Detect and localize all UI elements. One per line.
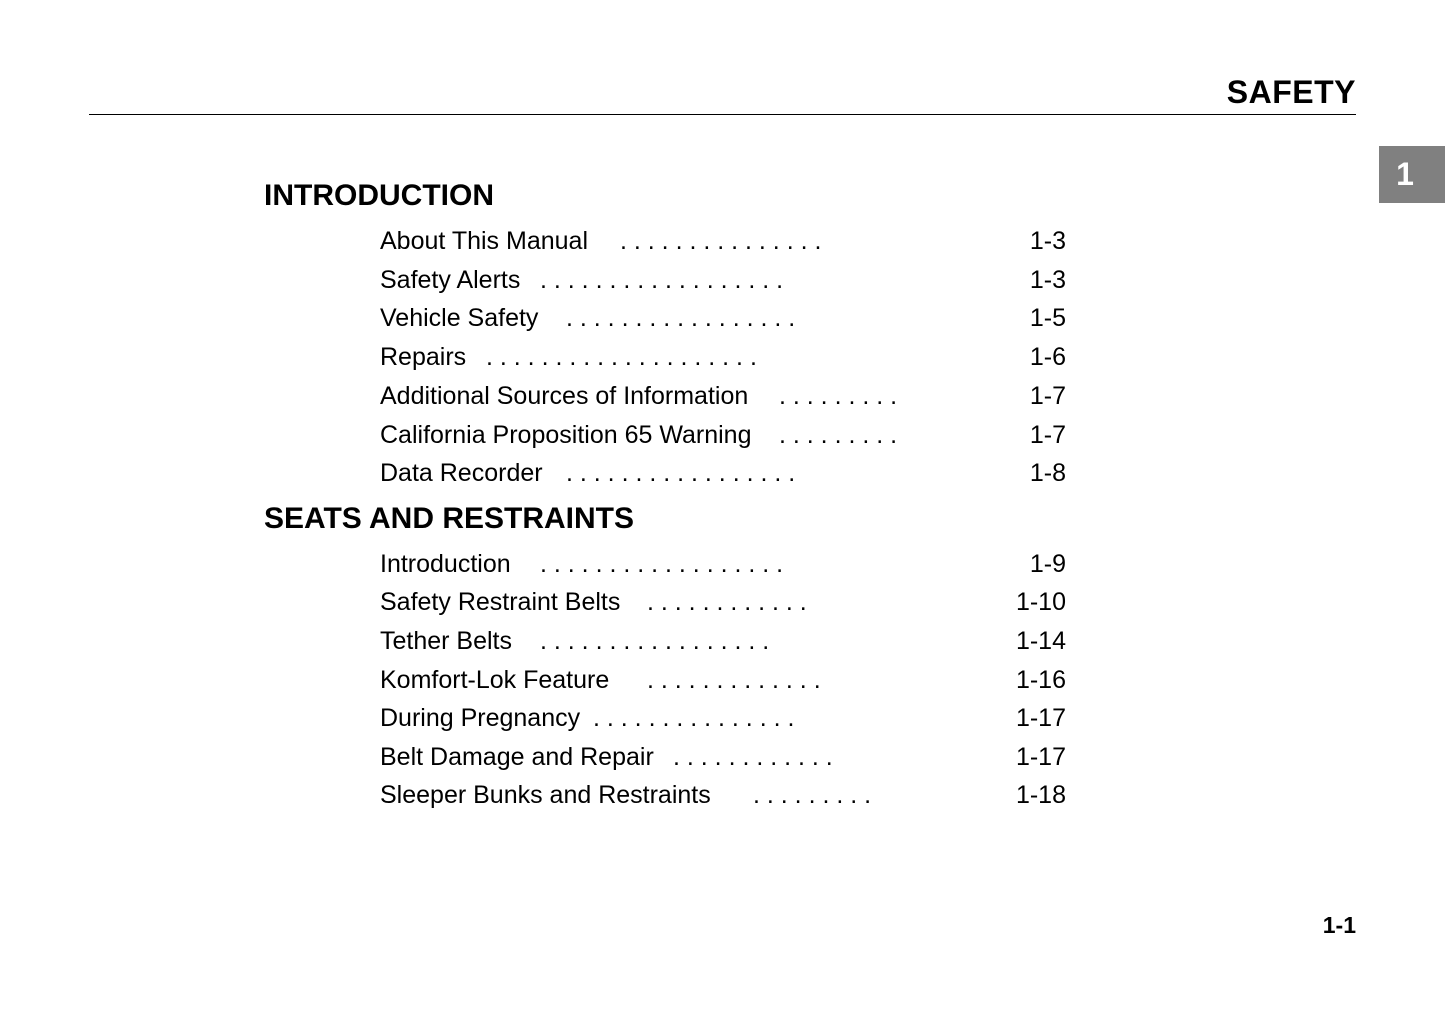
toc-entry[interactable] <box>380 418 1066 452</box>
toc-entry-title: Tether Belts <box>380 627 513 655</box>
toc-leader-dots: . . . . . . . . . . . . . . . <box>620 227 822 255</box>
toc-entry-title: Data Recorder <box>380 459 543 487</box>
toc-entry[interactable] <box>380 456 1066 490</box>
toc-entry[interactable] <box>380 224 1066 258</box>
toc-entry-page: 1-3 <box>1029 266 1066 294</box>
toc-leader-dots: . . . . . . . . . . . . . . . . . <box>540 627 770 655</box>
toc-entry-title: Safety Alerts <box>380 266 521 294</box>
toc-entry[interactable] <box>380 624 1066 658</box>
page-number: 1-1 <box>1322 912 1356 938</box>
toc-entry-page: 1-7 <box>1029 382 1066 410</box>
toc-entry[interactable] <box>380 301 1066 335</box>
toc-entry-title: California Proposition 65 Warning <box>380 421 752 449</box>
toc-entry-title: About This Manual <box>380 227 588 255</box>
toc-entry-page: 1-3 <box>1029 227 1066 255</box>
toc-leader-dots: . . . . . . . . . <box>753 781 872 809</box>
toc-entry-title: Belt Damage and Repair <box>380 743 654 771</box>
toc-leader-dots: . . . . . . . . . <box>779 382 898 410</box>
toc-entry[interactable] <box>380 663 1066 697</box>
toc-entry-page: 1-16 <box>1015 666 1066 694</box>
toc-entry-page: 1-5 <box>1029 304 1066 332</box>
toc-entry[interactable] <box>380 379 1066 413</box>
toc-entry[interactable] <box>380 778 1066 812</box>
toc-entry-title: Repairs <box>380 343 467 371</box>
toc-leader-dots: . . . . . . . . . . . . . <box>647 666 821 694</box>
toc-entry-title: During Pregnancy <box>380 704 581 732</box>
toc-entry-title: Komfort-Lok Feature <box>380 666 610 694</box>
toc-entry-title: Sleeper Bunks and Restraints <box>380 781 711 809</box>
section-heading-introduction: INTRODUCTION <box>264 179 494 212</box>
page-title: SAFETY <box>1226 74 1356 110</box>
toc-leader-dots: . . . . . . . . . . . . . . . . . . <box>540 266 784 294</box>
toc-entry-title: Safety Restraint Belts <box>380 588 621 616</box>
toc-entry-page: 1-9 <box>1029 550 1066 578</box>
chapter-tab[interactable]: 1 <box>1379 146 1445 203</box>
section-heading-seats-and-restraints: SEATS AND RESTRAINTS <box>264 502 635 535</box>
toc-leader-dots: . . . . . . . . . <box>779 421 898 449</box>
toc-leader-dots: . . . . . . . . . . . . <box>647 588 807 616</box>
toc-entry-page: 1-8 <box>1029 459 1066 487</box>
toc-entry[interactable] <box>380 263 1066 297</box>
toc-leader-dots: . . . . . . . . . . . . <box>673 743 833 771</box>
toc-leader-dots: . . . . . . . . . . . . . . . . . . <box>540 550 784 578</box>
toc-leader-dots: . . . . . . . . . . . . . . . . . . . . <box>486 343 757 371</box>
toc-entry[interactable] <box>380 585 1066 619</box>
toc-entry-page: 1-7 <box>1029 421 1066 449</box>
toc-entry[interactable] <box>380 740 1066 774</box>
toc-entry-title: Introduction <box>380 550 511 578</box>
toc-entry-title: Additional Sources of Information <box>380 382 749 410</box>
toc-leader-dots: . . . . . . . . . . . . . . . . . <box>566 304 796 332</box>
toc-entry-page: 1-17 <box>1015 743 1066 771</box>
toc-entry-page: 1-6 <box>1029 343 1066 371</box>
toc-entry-title: Vehicle Safety <box>380 304 539 332</box>
toc-entry-page: 1-18 <box>1015 781 1066 809</box>
toc-leader-dots: . . . . . . . . . . . . . . . <box>593 704 795 732</box>
header-divider <box>89 114 1356 115</box>
toc-entry-page: 1-14 <box>1015 627 1066 655</box>
toc-entry-page: 1-10 <box>1015 588 1066 616</box>
toc-entry[interactable] <box>380 340 1066 374</box>
toc-entry[interactable] <box>380 701 1066 735</box>
toc-entry[interactable] <box>380 547 1066 581</box>
toc-entry-page: 1-17 <box>1015 704 1066 732</box>
toc-leader-dots: . . . . . . . . . . . . . . . . . <box>566 459 796 487</box>
